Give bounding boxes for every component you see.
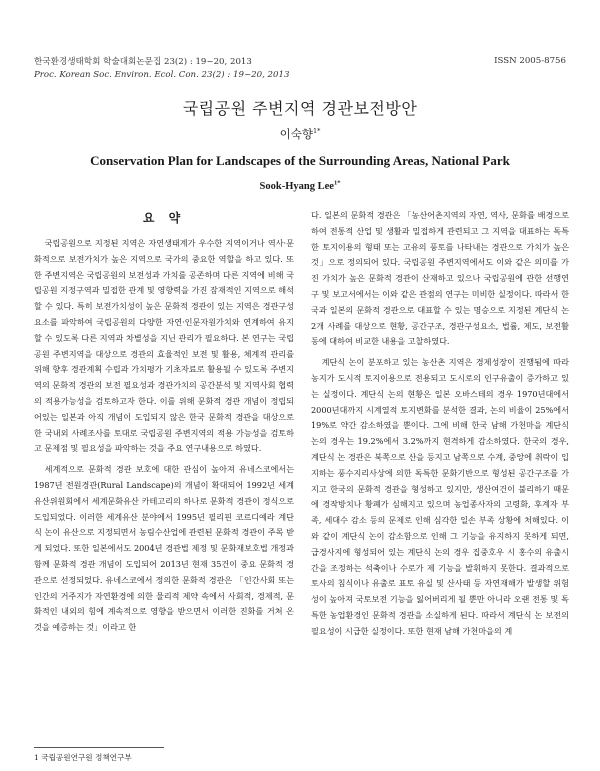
journal-header <box>34 56 289 82</box>
abstract-paragraph-2: 세계적으로 문화적 경관 보호에 대한 관심이 높아져 유네스코에서는 1987년 전원경관(Rural Landscape)의 개념이 확대되어 1992년 세계유산위원회에서 세계문화유산 카테고리의 하나로 문화적 경관이 정식으로 도입되었다. 이러한 세계유산 분야에서 1995년 필리핀 코르디예라 계단식 논이 유산으로 지정되면서 농림수산업에 관련된 문화적 경관이 주목 받게 되었다. 또한 일본에서도 2004년 경관법 제정 및 문화재보호법 개정과 함께 문화적 경관 개념이 도입되어 2013년 현재 35건이 중요 문화적 경관으로 선정되었다. 유네스코에서 정의한 문화적 경관은 「인간사회 또는 인간의 거주지가 자연환경에 의한 물리적 제약 속에서 사회적, 경제적, 문화적인 내외의 힘에 계속적으로 영향을 받으면서 이러한 진화를 거쳐 온 것을 예증하는 것」이라고 한 <box>34 464 294 633</box>
journal-title-en: Proc. Korean Soc. Environ. Ecol. Con. 23(2) : 19~20, 2013 <box>34 70 290 80</box>
footnote-rule <box>34 747 164 748</box>
author-en-name: Sook-Hyang Lee <box>259 181 334 192</box>
abstract-paragraph-1: 국립공원으로 지정된 지역은 자연생태계가 우수한 지역이거나 역사·문화적으로 보전가치가 높은 지역으로 국가의 중요한 역할을 하고 있다. 또한 주변지역은 국립공원의 보전성과 가치를 공존하며 다른 지역에 비해 국립공원 지정구역과 밀접한 관계 및 영향력을 가진 잠재적인 지역으로 해석할 수 있다. 특히 보전가치성이 높은 문화적 경관이 있는 지역은 경관구성요소를 파악하여 국립공원의 다양한 자연·인문자원가치와 연계하여 유지할 수 있도록 다른 지역과 차별성을 지닌 관리가 필요하다. 본 연구는 국립공원 주변지역을 대상으로 경관의 효율적인 보전 및 활용, 체계적 관리를 위해 향후 경관계획 수립과 가치평가 기초자료로 활용될 수 있도록 주변지역의 문화적 경관의 보전 필요성과 경관가치의 공간분석 및 지역사회 협력의 적용가능성을 검토하고자 한다. 이를 위해 문화적 경관 개념이 정립되어있는 일본과 아직 개념이 도입되지 않은 한국 문화적 경관을 대상으로 한 국내외 사례조사를 토대로 국립공원 주변지역의 적용 가능성을 검토하고 문제점 및 필요성을 파악하는 것을 주요 연구내용으로 하였다. <box>34 238 294 454</box>
author-ko <box>0 126 600 142</box>
author-ko-name: 이숙향 <box>279 127 313 141</box>
right-column <box>311 208 569 645</box>
abstract-paragraph-4: 계단식 논이 분포하고 있는 농산촌 지역은 경제성장이 진행됨에 따라 농지가 도시적 토지이용으로 전용되고 도시로의 인구유출이 증가하고 있는 실정이다. 계단식 논의 현황은 일본 오바스테의 경우 1970년대에서 2000년대까지 시계열적 토지변화를 분석한 결과, 논의 비율이 25%에서 19%로 약간 감소하였을 뿐이다. 그에 비해 한국 남해 가천마을 계단식 논의 경우는 19.2%에서 3.2%까지 현격하게 감소하였다. 한국의 경우, 계단식 논 경관은 북쪽으로 산을 등지고 남쪽으로 수계, 중앙에 취락이 입지하는 풍수지리사상에 의한 독특한 문화기반으로 형성된 공간구조를 가지고 한국의 문화적 경관을 형성하고 있지만, 생산여건이 불리하기 때문에 경작방치나 황폐가 심해지고 있으며 농업종사자의 고령화, 후계자 부족, 세대수 감소 등의 문제로 인해 심각한 일손 부족 상황에 처해있다. 이와 같이 계단식 논이 감소함으로 인해 그 기능을 유지하지 못하게 되면, 급경사지에 형성되어 있는 계단식 논의 경우 집중호우 시 홍수의 유출시간을 조정하는 석축이나 수로가 제 기능을 발휘하지 못한다. 결과적으로 토사의 침식이나 유출로 표토 유실 및 산사태 등 자연재해가 발생할 위험성이 높아져 국토보전 기능을 잃어버리게 될 뿐만 아니라 오랜 전통 및 독특한 농업환경인 문화적 경관을 소실하게 된다. 따라서 계단식 논 보전의 필요성이 시급한 실정이다. 또한 현재 남해 가천마을의 계 <box>311 357 569 636</box>
issn: ISSN 2005-8756 <box>494 56 566 66</box>
author-en-affiliation-mark: 1* <box>333 179 341 187</box>
abstract-paragraph-3: 다. 일본의 문화적 경관은 「농산어촌지역의 자연, 역사, 문화를 배경으로 하여 전통적 산업 및 생활과 밀접하게 관련되고 그 지역을 대표하는 독특한 토지이용의 형태 또는 고유의 풍토를 나타내는 경관으로 가치가 높은 것」으로 정의되어 있다. 국립공원 주변지역에서도 이와 같은 의미를 가진 가치가 높은 문화적 경관이 산재하고 있으나 국립공원에 관한 선행연구 및 보고서에서는 이와 같은 관점의 연구는 미비한 실정이다. 따라서 한국과 일본의 문화적 경관으로 대표할 수 있는 명승으로 지정된 계단식 논 2개 사례를 대상으로 현황, 공간구조, 경관구성요소, 법률, 제도, 보전활동에 대하여 비교한 내용을 고찰하였다. <box>311 210 569 347</box>
author-en <box>0 181 600 192</box>
paper-title-en: Conservation Plan for Landscapes of the Surrounding Areas, National Park <box>90 153 510 168</box>
left-column <box>34 210 294 641</box>
author-ko-affiliation-mark: 1* <box>312 127 321 136</box>
journal-title-ko: 한국환경생태학회 학술대회논문집 23(2) : 19~20, 2013 <box>34 57 252 67</box>
abstract-heading: 요 약 <box>142 211 186 225</box>
paper-title-ko: 국립공원 주변지역 경관보전방안 <box>182 99 418 118</box>
footnote-affiliation: 1 국립공원연구원 정책연구부 <box>34 753 132 762</box>
